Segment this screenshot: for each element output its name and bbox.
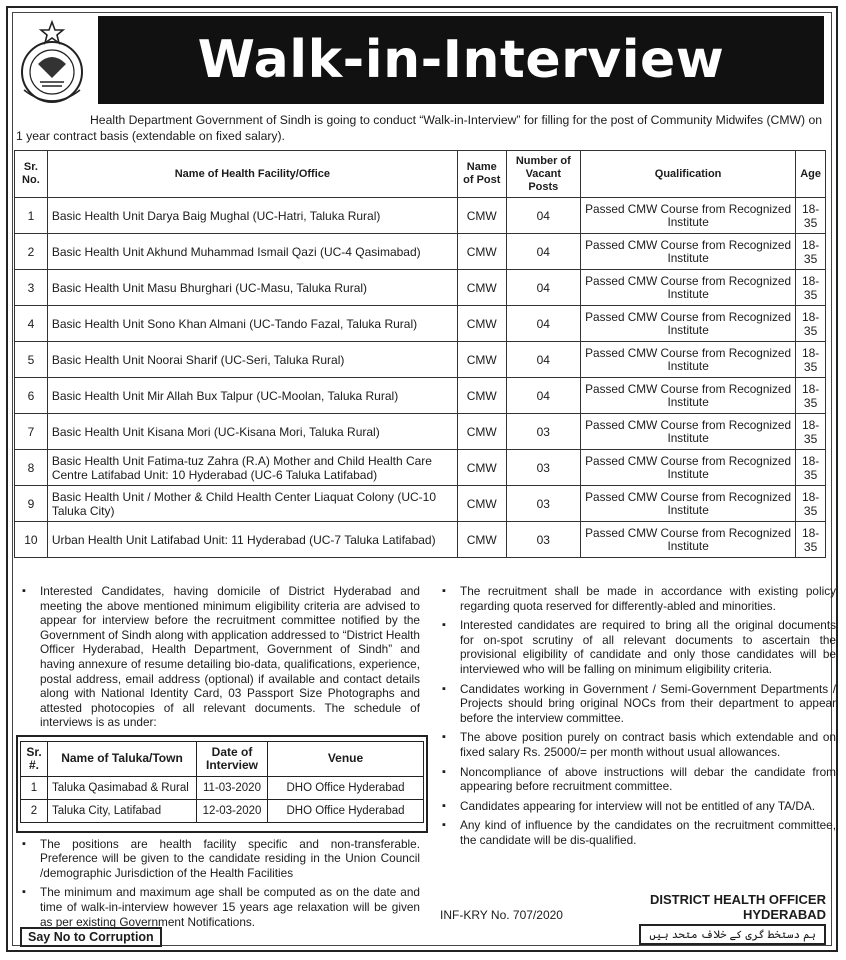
row-age: 18-35 xyxy=(796,450,826,486)
row-age: 18-35 xyxy=(796,198,826,234)
list-item: ▪ Interested candidates are required to bring all the original documents for on-spot scrutiny of all relevant documents to ascertain the provisional eligibility of candidate and only those candidates will be interviewed who will be falling on minimum eligibility criteria. xyxy=(436,618,836,676)
row-facility: Urban Health Unit Latifabad Unit: 11 Hyderabad (UC-7 Taluka Latifabad) xyxy=(47,522,457,558)
table-row xyxy=(15,522,826,558)
table-row xyxy=(15,306,826,342)
col-post: Name of Post xyxy=(457,151,506,198)
list-item: ▪ The above position purely on contract basis which extendable and on fixed salary Rs. 25000/= per month without usual allowances. xyxy=(436,730,836,759)
row-post: CMW xyxy=(457,522,506,558)
row-facility: Basic Health Unit Darya Baig Mughal (UC-Hatri, Taluka Rural) xyxy=(47,198,457,234)
row-sr: 8 xyxy=(15,450,48,486)
row-vacant: 03 xyxy=(506,450,580,486)
col-sr: Sr. No. xyxy=(15,151,48,198)
row-sr: 1 xyxy=(15,198,48,234)
row-post: CMW xyxy=(457,450,506,486)
vacancy-table xyxy=(14,150,826,558)
row-age: 18-35 xyxy=(796,270,826,306)
row-facility: Basic Health Unit Sono Khan Almani (UC-Tando Fazal, Taluka Rural) xyxy=(47,306,457,342)
row-vacant: 03 xyxy=(506,486,580,522)
say-no-to-corruption-badge: Say No to Corruption xyxy=(20,927,162,947)
list-item: ▪ The recruitment shall be made in accordance with existing policy regarding quota reserved for differently-abled and minorities. xyxy=(436,584,836,613)
list-item: ▪ The positions are health facility specific and non-transferable. Preference will be given to the candidate residing in the Union Council /demographic Jurisdiction of the Health Facilities xyxy=(16,837,420,881)
row-qualification: Passed CMW Course from Recognized Institute xyxy=(580,198,795,234)
table-row xyxy=(15,378,826,414)
table-row xyxy=(15,450,826,486)
schedule-venue: DHO Office Hyderabad xyxy=(268,776,424,799)
row-facility: Basic Health Unit / Mother & Child Health Center Liaquat Colony (UC-10 Taluka City) xyxy=(47,486,457,522)
right-column xyxy=(436,584,836,853)
row-qualification: Passed CMW Course from Recognized Institute xyxy=(580,378,795,414)
row-age: 18-35 xyxy=(796,486,826,522)
row-vacant: 04 xyxy=(506,198,580,234)
schedule-row xyxy=(21,799,424,822)
row-facility: Basic Health Unit Kisana Mori (UC-Kisana Mori, Taluka Rural) xyxy=(47,414,457,450)
schedule-col-venue: Venue xyxy=(268,741,424,776)
page-title: Walk-in-Interview xyxy=(98,16,824,104)
row-facility: Basic Health Unit Akhund Muhammad Ismail Qazi (UC-4 Qasimabad) xyxy=(47,234,457,270)
table-header-row xyxy=(15,151,826,198)
row-vacant: 04 xyxy=(506,342,580,378)
row-post: CMW xyxy=(457,198,506,234)
schedule-col-sr: Sr. #. xyxy=(21,741,48,776)
row-vacant: 04 xyxy=(506,234,580,270)
table-row xyxy=(15,198,826,234)
row-sr: 2 xyxy=(15,234,48,270)
row-qualification: Passed CMW Course from Recognized Institute xyxy=(580,450,795,486)
row-age: 18-35 xyxy=(796,234,826,270)
row-qualification: Passed CMW Course from Recognized Institute xyxy=(580,414,795,450)
table-row xyxy=(15,486,826,522)
row-sr: 5 xyxy=(15,342,48,378)
schedule-header-row xyxy=(21,741,424,776)
row-facility: Basic Health Unit Noorai Sharif (UC-Seri, Taluka Rural) xyxy=(47,342,457,378)
schedule-col-town: Name of Taluka/Town xyxy=(48,741,197,776)
list-item: ▪ The minimum and maximum age shall be computed as on the date and time of walk-in-interview however 15 years age relaxation will be given as per existing Government Notifications. xyxy=(16,885,420,929)
advertisement-page xyxy=(6,6,838,952)
row-qualification: Passed CMW Course from Recognized Institute xyxy=(580,486,795,522)
row-age: 18-35 xyxy=(796,342,826,378)
row-facility: Basic Health Unit Masu Bhurghari (UC-Masu, Taluka Rural) xyxy=(47,270,457,306)
list-item: ▪ Interested Candidates, having domicile of District Hyderabad and meeting the above mentioned minimum eligibility criteria are advised to appear for interview before the recruitment committee notified by the Government of Sindh along with application addressed to “District Health Officer Hyderabad, Health Department, Government of Sindh” and having annexure of resume detailing bio-data, qualifications, experience, postal address, email address (optional) if available and contact details along with National Identity Card, 03 Passport Size Photographs and attested photocopies of all relevant documents. The schedule of interviews is as under: xyxy=(16,584,420,730)
row-facility: Basic Health Unit Fatima-tuz Zahra (R.A) Mother and Child Health Care Centre Latifabad Unit: 10 Hyderabad (UC-6 Taluka Latifabad) xyxy=(47,450,457,486)
urdu-slogan-badge: ہم دستخط گری کے خلاف متحد ہیں xyxy=(639,924,826,945)
schedule-row xyxy=(21,776,424,799)
schedule-date: 11-03-2020 xyxy=(197,776,268,799)
table-row xyxy=(15,414,826,450)
row-qualification: Passed CMW Course from Recognized Institute xyxy=(580,522,795,558)
row-sr: 10 xyxy=(15,522,48,558)
left-column xyxy=(16,584,420,934)
row-post: CMW xyxy=(457,234,506,270)
col-age: Age xyxy=(796,151,826,198)
row-sr: 6 xyxy=(15,378,48,414)
schedule-town: Taluka City, Latifabad xyxy=(48,799,197,822)
row-vacant: 03 xyxy=(506,522,580,558)
row-age: 18-35 xyxy=(796,306,826,342)
row-post: CMW xyxy=(457,378,506,414)
row-vacant: 04 xyxy=(506,270,580,306)
reference-number: INF-KRY No. 707/2020 xyxy=(440,908,563,922)
schedule-venue: DHO Office Hyderabad xyxy=(268,799,424,822)
row-sr: 4 xyxy=(15,306,48,342)
signature-block xyxy=(650,892,826,922)
row-sr: 9 xyxy=(15,486,48,522)
table-row xyxy=(15,234,826,270)
col-facility: Name of Health Facility/Office xyxy=(47,151,457,198)
intro-paragraph: Health Department Government of Sindh is going to conduct “Walk-in-Interview” for filling for the post of Community Midwifes (CMW) on 1 year contract basis (extendable on fixed salary). xyxy=(16,113,822,143)
row-post: CMW xyxy=(457,342,506,378)
col-qualification: Qualification xyxy=(580,151,795,198)
officer-title: DISTRICT HEALTH OFFICER xyxy=(650,892,826,907)
row-sr: 3 xyxy=(15,270,48,306)
row-vacant: 03 xyxy=(506,414,580,450)
officer-city: HYDERABAD xyxy=(742,907,826,922)
row-post: CMW xyxy=(457,414,506,450)
list-item: ▪ Any kind of influence by the candidates on the recruitment committee, the candidate will be dis-qualified. xyxy=(436,818,836,847)
row-post: CMW xyxy=(457,306,506,342)
row-qualification: Passed CMW Course from Recognized Institute xyxy=(580,342,795,378)
table-row xyxy=(15,270,826,306)
schedule-sr: 1 xyxy=(21,776,48,799)
schedule-town: Taluka Qasimabad & Rural xyxy=(48,776,197,799)
list-item: ▪ Candidates appearing for interview will not be entitled of any TA/DA. xyxy=(436,799,836,814)
row-qualification: Passed CMW Course from Recognized Institute xyxy=(580,270,795,306)
row-qualification: Passed CMW Course from Recognized Institute xyxy=(580,306,795,342)
row-post: CMW xyxy=(457,270,506,306)
row-qualification: Passed CMW Course from Recognized Institute xyxy=(580,234,795,270)
sindh-government-emblem-icon xyxy=(16,20,88,104)
schedule-table xyxy=(20,741,424,823)
list-item: ▪ Candidates working in Government / Semi-Government Departments / Projects should bring original NOCs from their department to appear before the interview committee. xyxy=(436,682,836,726)
schedule-date: 12-03-2020 xyxy=(197,799,268,822)
row-vacant: 04 xyxy=(506,306,580,342)
row-vacant: 04 xyxy=(506,378,580,414)
row-post: CMW xyxy=(457,486,506,522)
table-row xyxy=(15,342,826,378)
row-age: 18-35 xyxy=(796,414,826,450)
schedule-sr: 2 xyxy=(21,799,48,822)
col-vacant: Number of Vacant Posts xyxy=(506,151,580,198)
row-age: 18-35 xyxy=(796,522,826,558)
schedule-col-date: Date of Interview xyxy=(197,741,268,776)
schedule-box xyxy=(16,735,428,833)
list-item: ▪ Noncompliance of above instructions will debar the candidate from appearing before recruitment committee. xyxy=(436,765,836,794)
row-age: 18-35 xyxy=(796,378,826,414)
row-facility: Basic Health Unit Mir Allah Bux Talpur (UC-Moolan, Taluka Rural) xyxy=(47,378,457,414)
row-sr: 7 xyxy=(15,414,48,450)
